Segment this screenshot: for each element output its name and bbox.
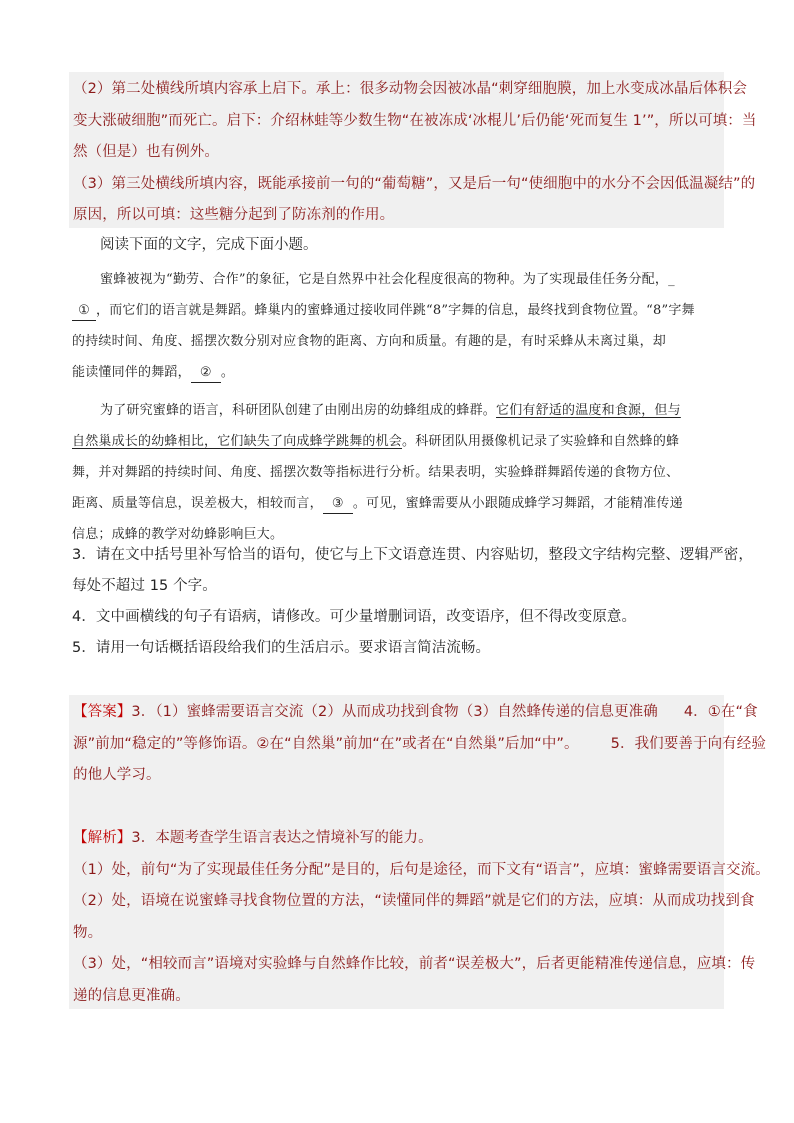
blank-3: ③: [323, 495, 353, 514]
blank-1: ①: [72, 302, 96, 321]
blank-start: _: [668, 272, 675, 287]
questions: [72, 540, 753, 664]
analysis-text: 3．本题考查学生语言表达之情境补写的能力。: [131, 830, 433, 846]
analysis-tag: 【解析】: [73, 830, 132, 846]
top-analysis-block: [69, 72, 757, 228]
passage-p1: [72, 264, 722, 295]
passage-text: 能读懂同伴的舞蹈，: [72, 365, 191, 380]
passage-text: 。可见，蜜蜂需要从小跟随成蜂学习舞蹈，才能精准传递: [352, 496, 683, 511]
question-3-cont: 每处不超过 15 个字。: [72, 578, 217, 594]
underlined-sentence: 自然巢成长的幼蜂相比，它们缺失了向成蜂学跳舞的机会: [72, 434, 403, 449]
answer-text: 5．我们要善于向有经验: [610, 735, 766, 752]
analysis-line: 然（但是）也有例外。: [73, 144, 219, 160]
passage-text: 为了研究蜜蜂的语言，科研团队创建了由刚出房的幼蜂组成的蜂群。: [100, 403, 497, 418]
passage-text: ，而它们的语言就是舞蹈。蜂巢内的蜜蜂通过接收同伴跳“8”字舞的信息，最终找到食物位置。“8”字舞: [96, 303, 695, 318]
analysis-line: 变大涨破细胞”而死亡。启下：介绍林蛙等少数生物“在被冻成‘冰棍儿’后仍能‘死而复生 1’”，所以可填：当: [73, 112, 757, 129]
passage-p2: [72, 395, 722, 426]
answer-text: 的他人学习。: [73, 767, 161, 783]
question-4: 4．文中画横线的句子有语病，请修改。可少量增删词语，改变语序，但不得改变原意。: [72, 609, 637, 625]
passage-text: 的持续时间、角度、摇摆次数分别对应食物的距离、方向和质量。有趣的是，有时采蜂从未离过巢，却: [72, 334, 667, 349]
answer-text: 4．①在“食: [683, 704, 758, 720]
analysis-text: 递的信息更准确。: [73, 987, 190, 1004]
reading-passage: [72, 264, 722, 550]
question-5: 5．请用一句话概括语段给我们的生活启示。要求语言简洁流畅。: [72, 640, 491, 656]
analysis-text: （2）处，语境在说蜜蜂寻找食物位置的方法，“读懂同伴的舞蹈”就是它们的方法，应填：从而成功找到食: [73, 893, 755, 909]
answer-text: 3．（1）蜜蜂需要语言交流（2）从而成功找到食物（3）自然蜂传递的信息更准确: [131, 704, 658, 720]
passage-text: 蜜蜂被视为“勤劳、合作”的象征，它是自然界中社会化程度很高的物种。为了实现最佳任务分配，: [100, 272, 669, 287]
question-3: 3．请在文中括号里补写恰当的语句，使它与上下文语意连贯、内容贴切，整段文字结构完整、逻辑严密，: [72, 547, 753, 563]
reading-instruction: 阅读下面的文字，完成下面小题。: [100, 237, 318, 253]
analysis-block: [69, 821, 770, 1009]
underlined-sentence: 它们有舒适的温度和食源，但与: [496, 403, 681, 418]
analysis-line: 原因，所以可填：这些糖分起到了防冻剂的作用。: [73, 207, 395, 223]
analysis-text: 物。: [73, 924, 103, 941]
passage-text: 。科研团队用摄像机记录了实验蜂和自然蜂的蜂: [402, 434, 680, 449]
analysis-text: （3）处，“相较而言”语境对实验蜂与自然蜂作比较，前者“误差极大”，后者更能精准传递信息，应填：传: [73, 956, 756, 972]
blank-2: ②: [191, 364, 221, 383]
answer-text: 源”前加“稳定的”等修饰语。②在“自然巢”前加“在”或者在“自然巢”后加“中”。: [73, 735, 579, 752]
analysis-line: （2）第二处横线所填内容承上启下。承上：很多动物会因被冰晶“刺穿细胞膜，加上水变成冰晶后体积会: [73, 81, 747, 97]
analysis-line: （3）第三处横线所填内容，既能承接前一句的“葡萄糖”，又是后一句“使细胞中的水分不会因低温凝结”的: [73, 175, 756, 192]
answer-tag: 【答案】: [73, 704, 132, 720]
passage-text: 。: [220, 365, 235, 380]
answer-block: [69, 695, 766, 821]
passage-text: 距离、质量等信息，误差极大，相较而言，: [72, 496, 323, 511]
passage-text: 舞，并对舞蹈的持续时间、角度、摇摆次数等指标进行分析。结果表明，实验蜂群舞蹈传递的食物方位、: [72, 465, 680, 480]
analysis-text: （1）处，前句“为了实现最佳任务分配”是目的，后句是途径，而下文有“语言”，应填：蜜蜂需要语言交流。: [73, 861, 770, 878]
passage-text: 信息；成蜂的教学对幼蜂影响巨大。: [72, 527, 284, 542]
